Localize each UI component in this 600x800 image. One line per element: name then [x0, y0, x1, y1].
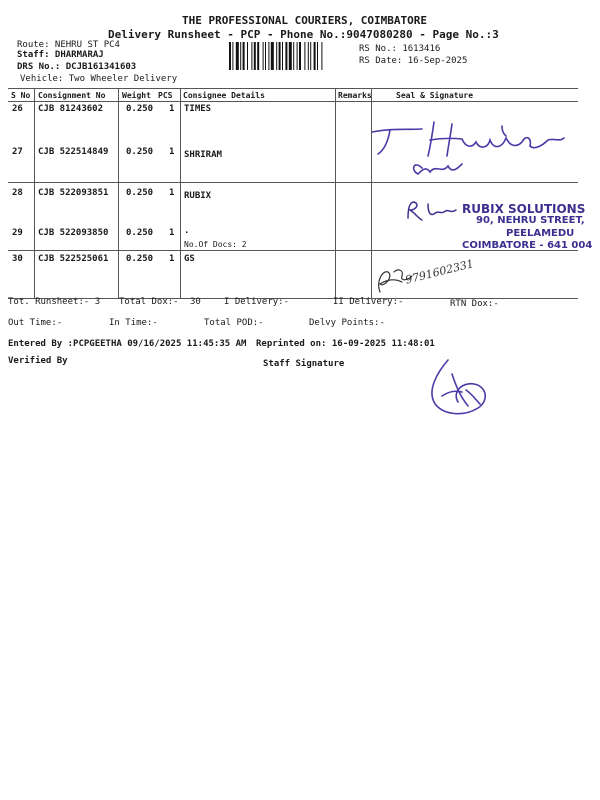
- barcode-bar: [321, 42, 322, 70]
- row-29-pcs: 1: [169, 228, 175, 238]
- summary-in-time: In Time:-: [109, 318, 158, 328]
- table-top-rule: [8, 88, 578, 89]
- signature-rubix: [400, 196, 462, 224]
- drs-number: DRS No.: DCJB161341603: [17, 62, 137, 72]
- stamp-address-city: COIMBATORE - 641 004: [462, 240, 593, 251]
- route-label: Route: NEHRU ST PC4: [17, 40, 120, 50]
- row-27-sno: 27: [12, 147, 23, 157]
- staff-signature-mark: [422, 356, 498, 422]
- barcode-bar: [236, 42, 239, 70]
- stamp-address-street: 90, NEHRU STREET,: [476, 215, 585, 226]
- row-28-consignment: CJB 522093851: [38, 188, 109, 198]
- row-26-sno: 26: [12, 104, 23, 114]
- barcode-bar: [243, 42, 245, 70]
- barcode-bar: [297, 42, 298, 70]
- company-name: THE PROFESSIONAL COURIERS, COIMBATORE: [182, 14, 428, 27]
- barcode-bar: [240, 42, 241, 70]
- barcode-image: [229, 42, 355, 70]
- barcode-bar: [257, 42, 259, 70]
- barcode-bar: [271, 42, 274, 70]
- row-28-weight: 0.250: [126, 188, 154, 198]
- staff-signature-label: Staff Signature: [263, 359, 345, 369]
- table-header-rule: [8, 101, 578, 102]
- col-header-consignee: Consignee Details: [183, 91, 265, 100]
- row-27-consignment: CJB 522514849: [38, 147, 109, 157]
- summary-total-dox-label: Total Dox:-: [119, 297, 179, 307]
- handwritten-phone: 9791602331: [404, 257, 476, 287]
- row-26-pcs: 1: [169, 104, 175, 114]
- barcode-bar: [314, 42, 316, 70]
- row-28-sno: 28: [12, 188, 23, 198]
- barcode-bar: [232, 42, 233, 70]
- row-29-consignment: CJB 522093850: [38, 228, 109, 238]
- entered-by: Entered By :PCPGEETHA 09/16/2025 11:45:35 AM: [8, 339, 247, 349]
- col-header-remarks: Remarks: [338, 91, 372, 100]
- col-header-consignment: Consignment No: [38, 91, 106, 100]
- stamp-address-area: PEELAMEDU: [506, 228, 575, 239]
- row-27-weight: 0.250: [126, 147, 154, 157]
- barcode-bar: [293, 42, 294, 70]
- barcode-bar: [285, 42, 287, 70]
- barcode-bar: [304, 42, 305, 70]
- barcode-bar: [229, 42, 231, 70]
- col-divider: [118, 88, 119, 298]
- stamp-company-name: RUBIX SOLUTIONS: [462, 202, 586, 216]
- barcode-bar: [263, 42, 264, 70]
- runsheet-title: Delivery Runsheet - PCP - Phone No.:9047080280 - Page No.:3: [108, 28, 499, 41]
- row-30-weight: 0.250: [126, 254, 154, 264]
- barcode-bar: [317, 42, 318, 70]
- barcode-bar: [268, 42, 269, 70]
- summary-total-pod: Total POD:-: [204, 318, 264, 328]
- summary-ii-delivery: II Delivery:-: [333, 297, 404, 307]
- verified-by: Verified By: [8, 356, 68, 366]
- signature-times: [362, 118, 577, 188]
- row-26-consignee: TIMES: [184, 104, 212, 114]
- row-26-weight: 0.250: [126, 104, 154, 114]
- col-divider: [34, 88, 35, 298]
- barcode-bar: [289, 42, 292, 70]
- barcode-bar: [265, 42, 266, 70]
- barcode-bar: [247, 42, 248, 70]
- col-header-pcs: PCS: [158, 91, 173, 100]
- col-divider: [335, 88, 336, 298]
- reprinted-on: Reprinted on: 16-09-2025 11:48:01: [256, 339, 435, 349]
- vehicle-label: Vehicle: Two Wheeler Delivery: [20, 74, 178, 84]
- col-header-seal: Seal & Signature: [396, 91, 474, 100]
- row-28-pcs: 1: [169, 188, 175, 198]
- summary-delvy-points: Delvy Points:-: [309, 318, 385, 328]
- summary-i-delivery: I Delivery:-: [224, 297, 290, 307]
- summary-out-time: Out Time:-: [8, 318, 63, 328]
- row-27-consignee: SHRIRAM: [184, 150, 222, 160]
- row-29-sno: 29: [12, 228, 23, 238]
- barcode-bar: [308, 42, 309, 70]
- staff-label: Staff: DHARMARAJ: [17, 50, 104, 60]
- row-30-sno: 30: [12, 254, 23, 264]
- barcode-bar: [251, 42, 252, 70]
- rs-date: RS Date: 16-Sep-2025: [359, 56, 468, 66]
- row-26-consignment: CJB 81243602: [38, 104, 104, 114]
- col-divider: [180, 88, 181, 298]
- barcode-bar: [254, 42, 256, 70]
- row-30-consignment: CJB 522525061: [38, 254, 109, 264]
- summary-rtn-dox: RTN Dox:-: [450, 299, 499, 309]
- row-30-consignee: GS: [184, 254, 195, 264]
- summary-tot-runsheet: Tot. Runsheet:- 3: [8, 297, 101, 307]
- barcode-bar: [276, 42, 277, 70]
- barcode-bar: [299, 42, 301, 70]
- row-30-pcs: 1: [169, 254, 175, 264]
- row-29-consignee: .: [184, 226, 190, 236]
- row-28-consignee: RUBIX: [184, 191, 212, 201]
- barcode-bar: [310, 42, 311, 70]
- barcode-bar: [282, 42, 283, 70]
- col-header-weight: Weight: [122, 91, 151, 100]
- row-29-docs-note: No.Of Docs: 2: [184, 240, 247, 249]
- row-27-pcs: 1: [169, 147, 175, 157]
- row-29-weight: 0.250: [126, 228, 154, 238]
- barcode-bar: [279, 42, 281, 70]
- rs-number: RS No.: 1613416: [359, 44, 441, 54]
- col-header-sno: S No: [11, 91, 31, 100]
- summary-total-dox-value: 30: [190, 297, 201, 307]
